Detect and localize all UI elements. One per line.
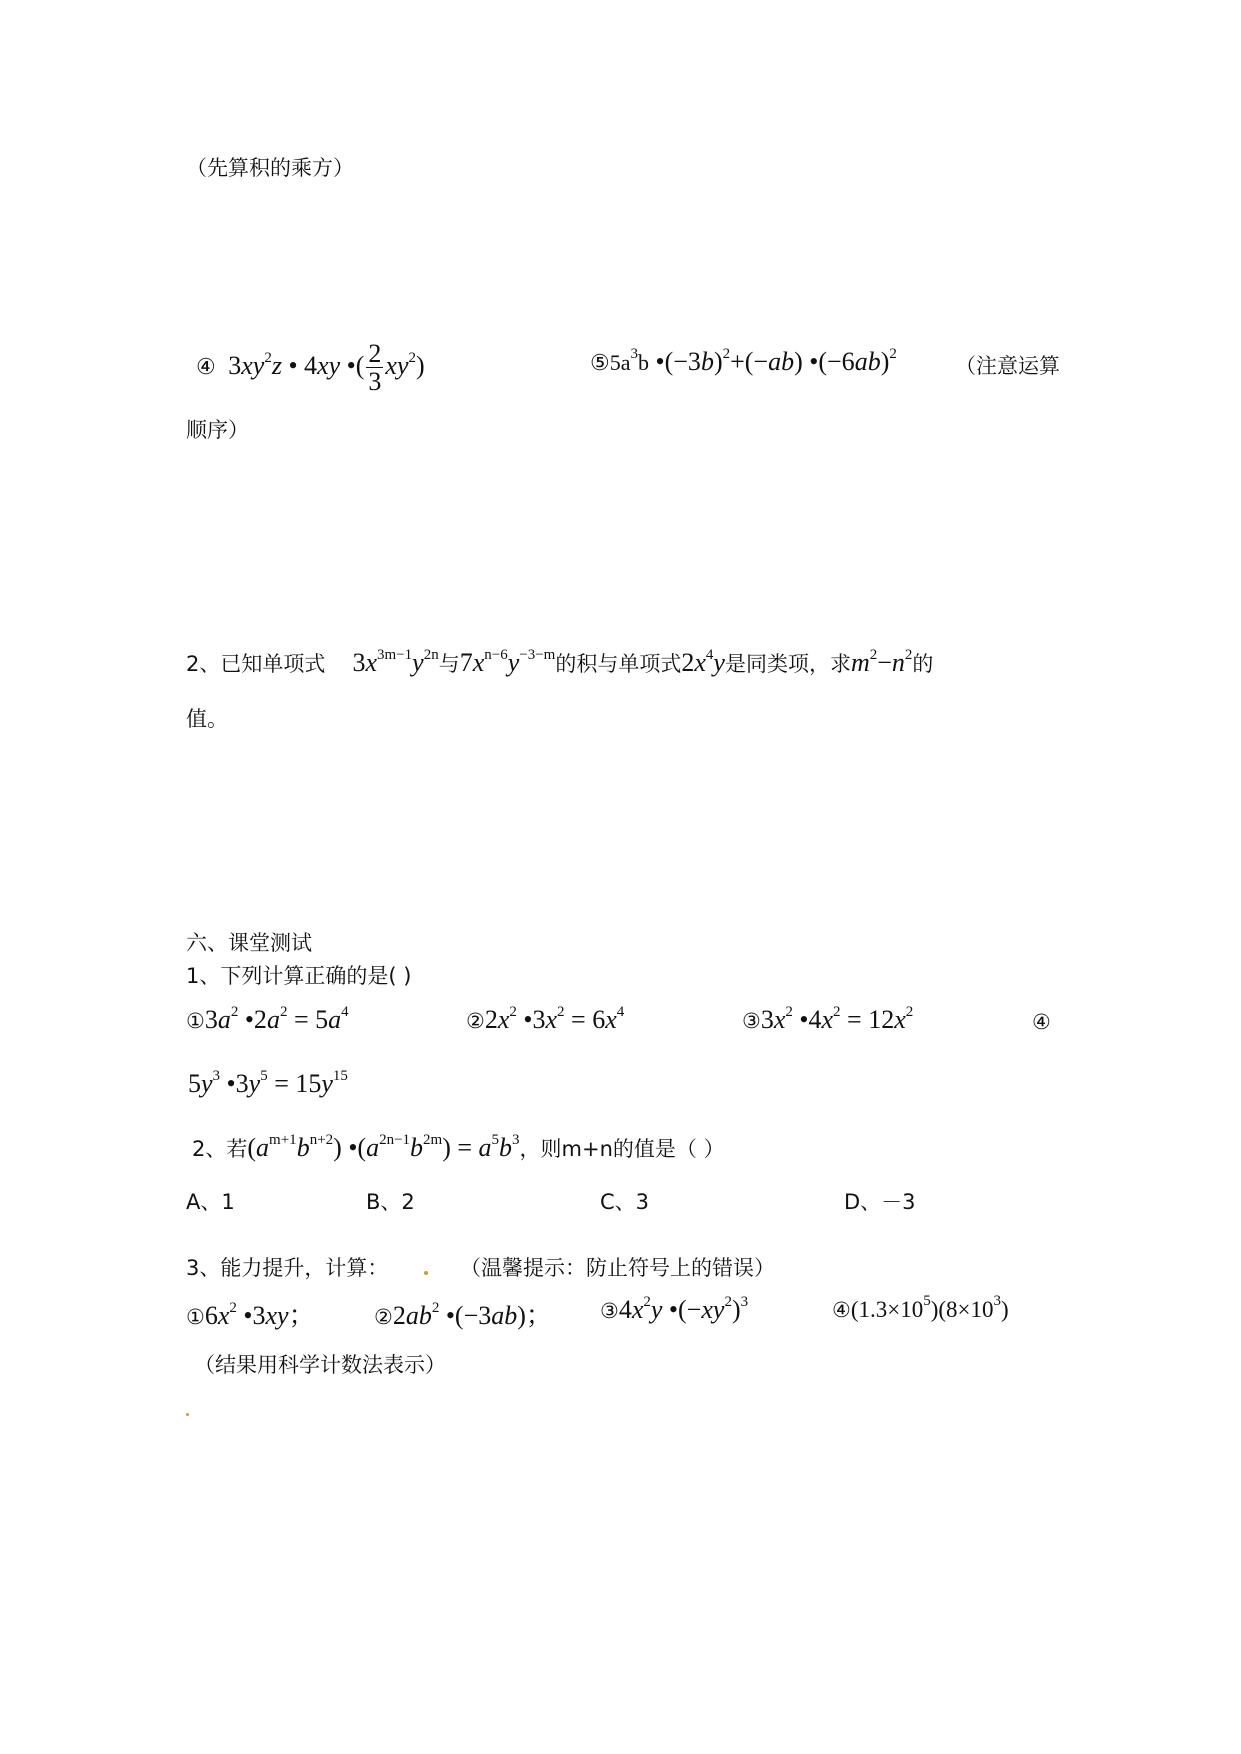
problem-5: $⑤5a^3b$ $•(-3b)^2+(-ab)$ $•(-6ab)^2$ (590, 346, 897, 376)
s6-q2-tail: ，则m+n的值是（ ） (519, 1137, 725, 1161)
question-2-tail-3: 的 (912, 652, 934, 676)
problem-5-note: （注意运算 (955, 354, 1060, 378)
problem-5-note-cont: 顺序） (186, 418, 249, 442)
s6-q3-stem: 3、能力提升，计算： (186, 1256, 389, 1280)
s6-q2-line: 2、若$(a^{m+1}b^{n+2})$ $•(a^{2n-1}b^{2m}) = a^5b^3$，则m+n的值是（ ） (192, 1132, 725, 1162)
problem-4: ④ $3xy^2z$ • 4xy •( $\frac{2}{3}$ $xy^2$) (196, 339, 425, 397)
s6-q1-stem: 1、下列计算正确的是( ) (186, 964, 412, 988)
problem-5-mark: ⑤ (590, 350, 610, 375)
question-2-tail-1: 的积与单项式 (555, 652, 682, 676)
s6-q3-item-1: $①6x^2$ •3xy； (186, 1300, 315, 1330)
s6-q2-choice-c: C、3 (600, 1190, 650, 1214)
problem-4-mark: ④ (196, 353, 216, 379)
yellow-dot-2 (186, 1404, 189, 1423)
s6-q3-item-4: $④(1.3\times 10^5)(8\times 10^3)$ (832, 1293, 1009, 1322)
note-product-power: （先算积的乘方） (186, 156, 354, 180)
question-2-cont: 值。 (186, 707, 228, 731)
s6-q3-item-3: $③4x^2y$ $•(-xy^2)^3$ (600, 1294, 749, 1324)
s6-q2-choice-d: D、－3 (844, 1190, 916, 1214)
s6-q3-hint: （温馨提示：防止符号上的错误） (460, 1256, 775, 1280)
question-2-tail-2: 是同类项，求 (724, 652, 851, 676)
s6-q2-choice-a: A、1 (186, 1190, 235, 1214)
s6-q1-option-4: $5y^3$ $•3y^5 = 15y^{15}$ (188, 1068, 348, 1098)
question-2-line: 2、已知单项式 $3x^{3m-1}y^{2n}$与$7x^{n-6}y^{-3-m}$的积与单项式$2x^4y$是同类项，求$m^2-n^2$的 (186, 647, 934, 677)
s6-q1-option-2: $②2x^2$ $•3x^2 = 6x^4$ (466, 1004, 625, 1034)
s6-q2-choice-b: B、2 (366, 1190, 415, 1214)
question-2-number: 2、已知单项式 (186, 652, 326, 676)
s6-q1-option-3: $③3x^2$ $•4x^2 = 12x^2$ (742, 1004, 914, 1034)
question-2-and: 与 (438, 652, 460, 676)
s6-q1-option-4-mark: ④ (1032, 1010, 1051, 1034)
s6-q3-sci-note: （结果用科学计数法表示） (194, 1353, 446, 1377)
yellow-dot (424, 1262, 428, 1281)
s6-q2-number: 2、若 (192, 1137, 248, 1161)
s6-q1-option-1: $①3a^2$ $•2a^2 = 5a^4$ (186, 1004, 349, 1034)
section-6-title: 六、课堂测试 (186, 931, 312, 955)
s6-q3-item-2: $②2ab^2$ •(−3ab)； (374, 1300, 552, 1330)
